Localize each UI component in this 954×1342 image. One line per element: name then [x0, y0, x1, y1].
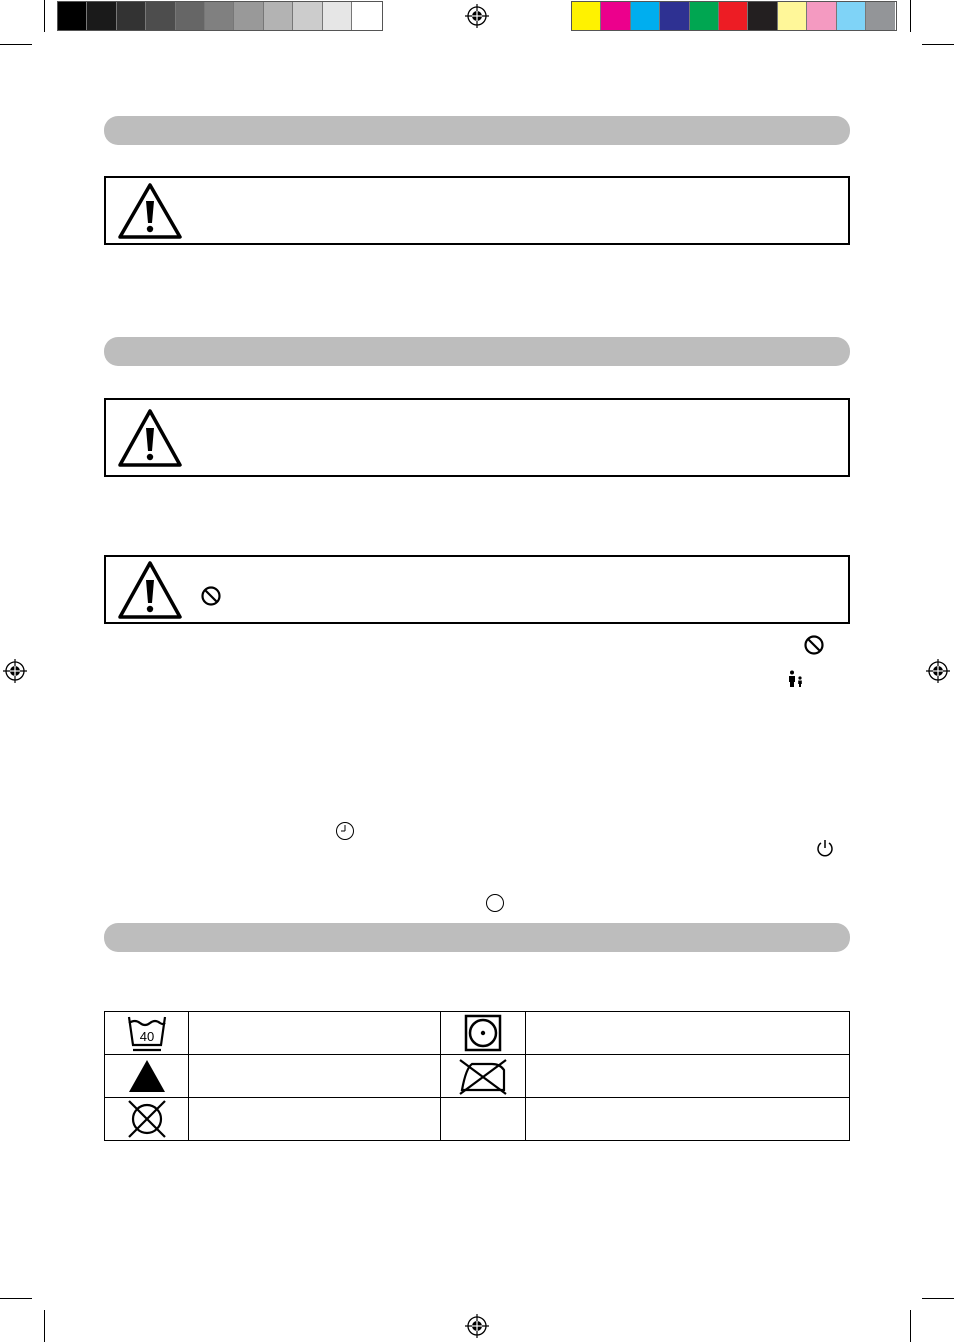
color-swatch — [660, 2, 689, 30]
table-row — [105, 1098, 850, 1141]
warning-triangle-icon — [116, 559, 184, 621]
table-cell — [189, 1055, 441, 1098]
color-swatch — [293, 2, 322, 30]
adult-supervision-icon — [787, 670, 805, 688]
color-swatch — [837, 2, 866, 30]
section-header-bar — [104, 337, 850, 366]
warning-box — [104, 398, 850, 477]
do-not-iron-icon — [456, 1056, 510, 1096]
warning-box — [104, 176, 850, 245]
table-row — [105, 1012, 850, 1055]
table-cell — [526, 1055, 850, 1098]
crop-mark — [922, 1298, 954, 1299]
color-swatch — [807, 2, 836, 30]
color-swatch — [176, 2, 205, 30]
color-swatch — [58, 2, 87, 30]
wash-40-icon — [125, 1013, 169, 1053]
registration-mark-icon — [465, 4, 489, 28]
care-symbols-table — [104, 1011, 850, 1141]
crop-mark — [0, 1298, 32, 1299]
table-cell — [189, 1012, 441, 1055]
color-swatch — [719, 2, 748, 30]
color-swatch — [778, 2, 807, 30]
do-not-dry-clean-icon — [125, 1099, 169, 1139]
color-swatch — [117, 2, 146, 30]
color-swatch — [690, 2, 719, 30]
color-swatch — [572, 2, 601, 30]
table-cell — [105, 1012, 189, 1055]
color-swatch — [323, 2, 352, 30]
table-cell — [526, 1012, 850, 1055]
registration-mark-icon — [926, 659, 950, 683]
crop-mark — [910, 1310, 911, 1342]
color-swatch — [866, 2, 895, 30]
section-header-bar — [104, 116, 850, 145]
power-icon — [815, 838, 835, 858]
prohibited-icon — [200, 585, 222, 607]
bleach-allowed-icon — [125, 1056, 169, 1096]
wash-temperature-label: 40 — [139, 1029, 154, 1044]
crop-mark — [44, 1310, 45, 1342]
table-row — [105, 1055, 850, 1098]
table-cell — [526, 1098, 850, 1141]
table-cell — [105, 1055, 189, 1098]
off-indicator-icon — [485, 893, 505, 913]
registration-mark-icon — [465, 1314, 489, 1338]
tumble-dry-low-icon — [463, 1013, 503, 1053]
warning-triangle-icon — [116, 181, 184, 241]
color-swatch — [601, 2, 630, 30]
table-cell — [189, 1098, 441, 1141]
table-cell — [441, 1012, 526, 1055]
crop-mark — [910, 0, 911, 32]
color-swatch — [146, 2, 175, 30]
warning-triangle-icon — [116, 407, 184, 469]
table-cell — [105, 1098, 189, 1141]
color-swatch — [352, 2, 381, 30]
timer-icon — [335, 821, 355, 841]
color-swatch — [748, 2, 777, 30]
section-header-bar — [104, 923, 850, 952]
process-color-bar — [571, 1, 897, 31]
crop-mark — [44, 0, 45, 32]
crop-mark — [922, 44, 954, 45]
warning-box — [104, 555, 850, 624]
table-cell — [441, 1055, 526, 1098]
registration-mark-icon — [3, 659, 27, 683]
prohibited-icon — [803, 634, 825, 656]
color-swatch — [205, 2, 234, 30]
color-swatch — [264, 2, 293, 30]
color-swatch — [631, 2, 660, 30]
color-swatch — [234, 2, 263, 30]
color-swatch — [87, 2, 116, 30]
crop-mark — [0, 44, 32, 45]
grayscale-color-bar — [57, 1, 383, 31]
table-cell — [441, 1098, 526, 1141]
